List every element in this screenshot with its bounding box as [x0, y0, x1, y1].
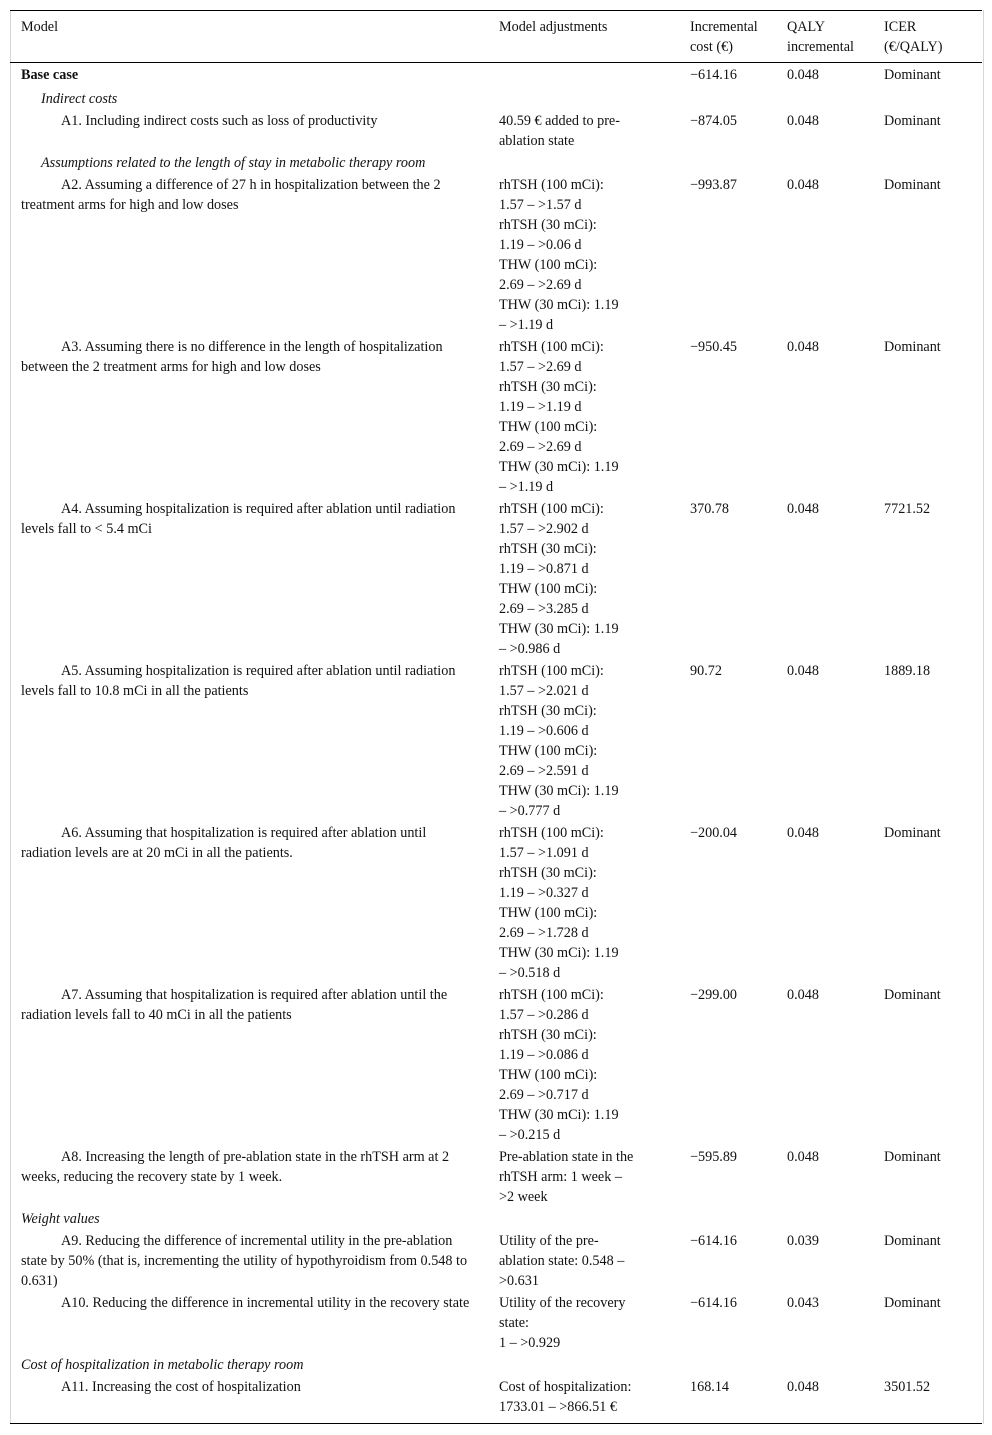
- row-a8-adjustments: Pre-ablation state in the rhTSH arm: 1 week – >2 week: [499, 1149, 634, 1205]
- row-a2-cost: −993.87: [690, 177, 738, 193]
- row-a3-model: A3. Assuming there is no difference in the length of hospitalization between the 2 treatment arms for high and low doses: [21, 339, 443, 375]
- col-header-cost: Incremental cost (€): [690, 19, 758, 55]
- base-case-qaly: 0.048: [787, 67, 819, 83]
- row-a10-model: A10. Reducing the difference in incremental utility in the recovery state: [61, 1295, 470, 1311]
- row-a5-model: A5. Assuming hospitalization is required after ablation until radiation levels fall to 10.8 mCi in all the patients: [21, 663, 456, 699]
- section-hospitalization-cost: Cost of hospitalization in metabolic therapy room: [21, 1357, 304, 1373]
- table-bottom-rule: [10, 1423, 982, 1424]
- row-a8-model: A8. Increasing the length of pre-ablation state in the rhTSH arm at 2 weeks, reducing the recovery state by 1 week.: [21, 1149, 450, 1185]
- row-a4-model: A4. Assuming hospitalization is required after ablation until radiation levels fall to < 5.4 mCi: [21, 501, 456, 537]
- row-a5-qaly: 0.048: [787, 663, 819, 679]
- row-a4-cost: 370.78: [690, 501, 730, 517]
- row-a4-icer: 7721.52: [884, 501, 931, 517]
- row-a1-qaly: 0.048: [787, 113, 819, 129]
- row-a6-qaly: 0.048: [787, 825, 819, 841]
- row-a8-cost: −595.89: [690, 1149, 738, 1165]
- row-a3-cost: −950.45: [690, 339, 738, 355]
- base-case-icer: Dominant: [884, 67, 941, 83]
- row-a11-icer: 3501.52: [884, 1379, 931, 1395]
- section-weight-values: Weight values: [21, 1211, 100, 1227]
- row-a7-icer: Dominant: [884, 987, 941, 1003]
- row-a11-cost: 168.14: [690, 1379, 730, 1395]
- row-a10-adjustments: Utility of the recovery state: 1 – >0.929: [499, 1295, 626, 1351]
- col-header-icer: ICER (€/QALY): [884, 19, 943, 55]
- row-a10-cost: −614.16: [690, 1295, 738, 1311]
- row-a1-icer: Dominant: [884, 113, 941, 129]
- row-a3-adjustments: rhTSH (100 mCi): 1.57 – >2.69 d rhTSH (30 mCi): 1.19 – >1.19 d THW (100 mCi): 2.69 – >2.69 d THW (30 mCi): 1.19 – >1.19 d: [499, 339, 619, 495]
- col-header-model: Model: [21, 19, 59, 35]
- row-a9-model: A9. Reducing the difference of incremental utility in the pre-ablation state by 50% (that is, incrementing the utility of hypothyroidism from 0.548 to 0.631): [21, 1233, 468, 1289]
- row-a4-adjustments: rhTSH (100 mCi): 1.57 – >2.902 d rhTSH (30 mCi): 1.19 – >0.871 d THW (100 mCi): 2.69 – >3.285 d THW (30 mCi): 1.19 – >0.986 d: [499, 501, 619, 657]
- row-a7-adjustments: rhTSH (100 mCi): 1.57 – >0.286 d rhTSH (30 mCi): 1.19 – >0.086 d THW (100 mCi): 2.69 – >0.717 d THW (30 mCi): 1.19 – >0.215 d: [499, 987, 619, 1143]
- row-a2-adjustments: rhTSH (100 mCi): 1.57 – >1.57 d rhTSH (30 mCi): 1.19 – >0.06 d THW (100 mCi): 2.69 – >2.69 d THW (30 mCi): 1.19 – >1.19 d: [499, 177, 619, 333]
- row-a11-adjustments: Cost of hospitalization: 1733.01 – >866.51 €: [499, 1379, 632, 1415]
- row-a11-model: A11. Increasing the cost of hospitalization: [61, 1379, 301, 1395]
- base-case-label: Base case: [21, 67, 79, 83]
- section-length-of-stay: Assumptions related to the length of stay in metabolic therapy room: [41, 155, 426, 171]
- row-a6-cost: −200.04: [690, 825, 738, 841]
- row-a1-model: A1. Including indirect costs such as loss of productivity: [61, 113, 378, 129]
- col-header-qaly: QALY incremental: [787, 19, 854, 55]
- row-a5-cost: 90.72: [690, 663, 722, 679]
- table-top-rule: [10, 10, 982, 11]
- col-header-adjustments: Model adjustments: [499, 19, 608, 35]
- row-a3-qaly: 0.048: [787, 339, 819, 355]
- base-case-cost: −614.16: [690, 67, 738, 83]
- row-a9-icer: Dominant: [884, 1233, 941, 1249]
- row-a5-icer: 1889.18: [884, 663, 931, 679]
- row-a3-icer: Dominant: [884, 339, 941, 355]
- row-a10-qaly: 0.043: [787, 1295, 819, 1311]
- row-a5-adjustments: rhTSH (100 mCi): 1.57 – >2.021 d rhTSH (30 mCi): 1.19 – >0.606 d THW (100 mCi): 2.69 – >2.591 d THW (30 mCi): 1.19 – >0.777 d: [499, 663, 619, 819]
- row-a6-icer: Dominant: [884, 825, 941, 841]
- row-a10-icer: Dominant: [884, 1295, 941, 1311]
- row-a2-icer: Dominant: [884, 177, 941, 193]
- row-a2-qaly: 0.048: [787, 177, 819, 193]
- row-a4-qaly: 0.048: [787, 501, 819, 517]
- row-a6-adjustments: rhTSH (100 mCi): 1.57 – >1.091 d rhTSH (30 mCi): 1.19 – >0.327 d THW (100 mCi): 2.69 – >1.728 d THW (30 mCi): 1.19 – >0.518 d: [499, 825, 619, 981]
- row-a8-qaly: 0.048: [787, 1149, 819, 1165]
- section-indirect-costs: Indirect costs: [41, 91, 118, 107]
- row-a9-cost: −614.16: [690, 1233, 738, 1249]
- row-a8-icer: Dominant: [884, 1149, 941, 1165]
- row-a6-model: A6. Assuming that hospitalization is required after ablation until radiation levels are at 20 mCi in all the patients.: [21, 825, 427, 861]
- row-a1-adjustments: 40.59 € added to pre- ablation state: [499, 113, 620, 149]
- table-header-rule: [10, 62, 982, 63]
- row-a2-model: A2. Assuming a difference of 27 h in hospitalization between the 2 treatment arms for high and low doses: [21, 177, 441, 213]
- row-a1-cost: −874.05: [690, 113, 738, 129]
- row-a7-cost: −299.00: [690, 987, 738, 1003]
- row-a7-qaly: 0.048: [787, 987, 819, 1003]
- row-a9-adjustments: Utility of the pre- ablation state: 0.548 – >0.631: [499, 1233, 625, 1289]
- row-a7-model: A7. Assuming that hospitalization is required after ablation until the radiation levels fall to 40 mCi in all the patients: [21, 987, 448, 1023]
- row-a9-qaly: 0.039: [787, 1233, 819, 1249]
- row-a11-qaly: 0.048: [787, 1379, 819, 1395]
